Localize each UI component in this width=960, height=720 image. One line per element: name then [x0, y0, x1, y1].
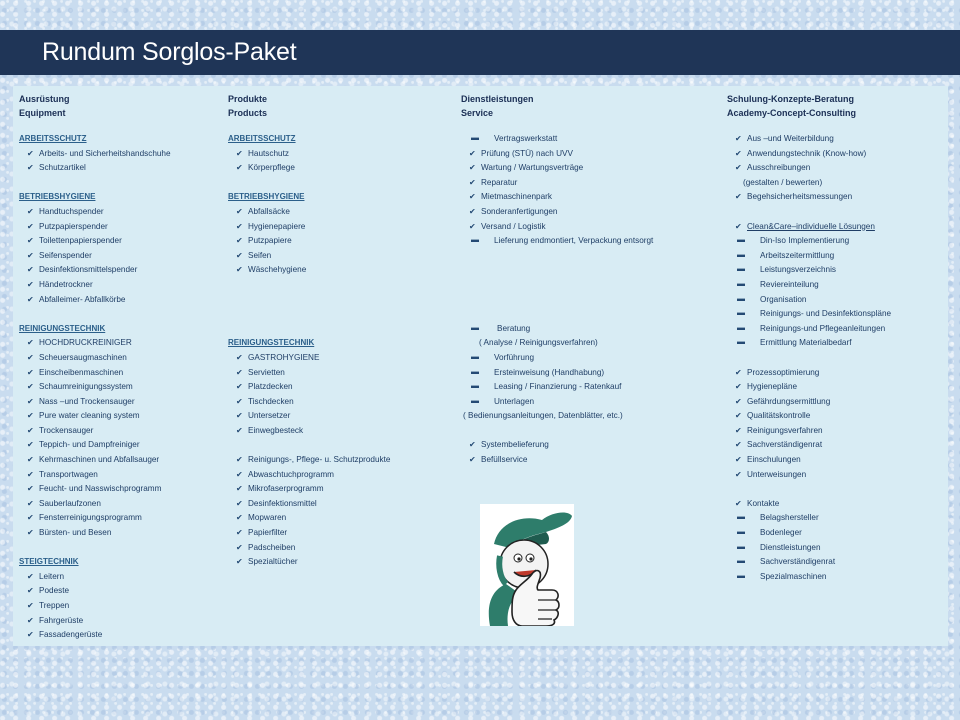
list-item — [727, 468, 947, 483]
list-item-label: Untersetzer — [248, 411, 291, 421]
column-heading-en: Products — [228, 108, 268, 118]
check-icon: ✔ — [27, 615, 34, 625]
list-item-label: Abfalleimer- Abfallkörbe — [39, 294, 126, 304]
check-icon: ✔ — [27, 440, 34, 450]
dash-bullet-icon: ▬ — [737, 278, 745, 288]
check-icon: ✔ — [27, 630, 34, 640]
list-item — [228, 161, 453, 176]
check-icon: ✔ — [735, 411, 742, 421]
list-item — [19, 161, 224, 176]
list-item — [727, 395, 947, 410]
check-icon: ✔ — [735, 425, 742, 435]
check-icon: ✔ — [27, 148, 34, 158]
section-heading: REINIGUNGSTECHNIK — [19, 323, 106, 333]
list-item-label: Spezialmaschinen — [760, 571, 827, 581]
list-item-label: Abwaschtuchprogramm — [248, 469, 335, 479]
list-item — [727, 293, 947, 308]
check-icon: ✔ — [236, 367, 243, 377]
check-icon: ✔ — [27, 601, 34, 610]
list-item — [461, 453, 731, 468]
check-icon: ✔ — [236, 469, 243, 479]
list-item: ✔ Kontakte — [727, 497, 947, 512]
list-item — [228, 351, 453, 366]
check-icon: ✔ — [27, 528, 34, 538]
list-item — [228, 220, 453, 235]
list-item-label: Sonderanfertigungen — [481, 206, 558, 216]
list-item-label: Handtuchspender — [39, 206, 104, 216]
list-item — [19, 497, 224, 512]
list-item-label: Ersteinweisung (Handhabung) — [494, 367, 605, 377]
column-products — [228, 86, 453, 570]
list-item — [461, 380, 731, 395]
list-item-label: Transportwagen — [39, 469, 98, 479]
list-item — [727, 132, 947, 147]
list-item-label: Reviereinteilung — [760, 279, 819, 289]
check-icon: ✔ — [27, 455, 34, 465]
list-item-label: Hautschutz — [248, 148, 289, 158]
list-item-label: Leistungsverzeichnis — [760, 265, 837, 275]
check-icon: ✔ — [735, 221, 742, 231]
check-icon: ✔ — [236, 265, 243, 275]
list-item — [228, 497, 453, 512]
list-item-label: Bodenleger — [760, 528, 802, 538]
list-item — [19, 570, 224, 585]
dash-bullet-icon: ▬ — [737, 512, 745, 522]
list-item-label: Reinigungsverfahren — [747, 425, 823, 435]
check-icon: ✔ — [236, 498, 243, 508]
dash-bullet-icon: ▬ — [737, 541, 745, 551]
list-item — [727, 161, 947, 176]
list-item-label: Seifenspender — [39, 250, 92, 260]
list-item — [228, 395, 453, 410]
list-item-label: Einscheibenmaschinen — [39, 367, 124, 377]
list-item-label: Tischdecken — [248, 396, 294, 406]
list-item-label: Wartung / Wartungsverträge — [481, 163, 584, 173]
check-icon: ✔ — [735, 192, 742, 202]
check-icon: ✔ — [735, 382, 742, 392]
list-item — [19, 526, 224, 541]
list-item-label: Podeste — [39, 586, 70, 596]
list-item-label: Servietten — [248, 367, 285, 377]
list-item-label: Fassadengerüste — [39, 630, 103, 640]
list-item-label: Prozessoptimierung — [747, 367, 820, 377]
check-icon: ✔ — [469, 206, 476, 216]
check-icon: ✔ — [469, 221, 476, 231]
list-item-label: Belagshersteller — [760, 513, 819, 523]
list-item-label: Schutzartikel — [39, 163, 86, 173]
list-item — [727, 424, 947, 439]
note-text: ( Bedienungsanleitungen, Datenblätter, etc.) — [463, 411, 623, 421]
list-item — [19, 614, 224, 629]
list-item-label: GASTROHYGIENE — [248, 352, 320, 362]
column-equipment — [19, 86, 224, 643]
section-heading: STEIGTECHNIK — [19, 557, 79, 567]
list-item — [19, 424, 224, 439]
dash-bullet-icon: ▬ — [471, 235, 479, 245]
list-item-label: Qualitätskontrolle — [747, 411, 811, 421]
list-item — [727, 322, 947, 337]
list-item-label: Feucht- und Nasswischprogramm — [39, 484, 162, 494]
list-item — [19, 438, 224, 453]
list-item-label: Befüllservice — [481, 455, 528, 465]
check-icon: ✔ — [236, 221, 243, 231]
list-item — [727, 147, 947, 162]
check-icon: ✔ — [735, 163, 742, 173]
check-icon: ✔ — [27, 411, 34, 421]
list-item — [461, 366, 731, 381]
dash-bullet-icon: ▬ — [737, 570, 745, 580]
list-item — [19, 249, 224, 264]
list-item-label: Reinigungs-und Pflegeanleitungen — [760, 323, 886, 333]
title-bar — [0, 30, 960, 75]
dash-bullet-icon: ▬ — [471, 381, 479, 391]
list-item-label: Anwendungstechnik (Know-how) — [747, 148, 867, 158]
list-item: ▬ Vertragswerkstatt — [461, 132, 731, 147]
list-item-label: Mietmaschinenpark — [481, 192, 552, 202]
check-icon: ✔ — [236, 425, 243, 435]
list-item — [727, 234, 947, 249]
check-icon: ✔ — [27, 163, 34, 173]
check-icon: ✔ — [27, 586, 34, 596]
column-service — [461, 86, 731, 468]
list-item — [727, 570, 947, 585]
list-item-label: Seifen — [248, 250, 272, 260]
list-item-label: Prüfung (STÜ) nach UVV — [481, 148, 573, 158]
column-heading-en: Equipment — [19, 108, 66, 118]
check-icon: ✔ — [236, 163, 243, 173]
check-icon: ✔ — [236, 206, 243, 216]
list-item-label: Einschulungen — [747, 455, 801, 465]
list-item — [727, 511, 947, 526]
list-item — [228, 541, 453, 556]
list-item-label: Bürsten- und Besen — [39, 528, 112, 538]
check-icon: ✔ — [469, 192, 476, 202]
list-item — [19, 351, 224, 366]
check-icon: ✔ — [236, 411, 243, 421]
list-item-label: Leasing / Finanzierung - Ratenkauf — [494, 382, 622, 392]
list-item-label: Putzpapiere — [248, 236, 292, 246]
list-item-label: Sachverständigenrat — [747, 440, 823, 450]
list-item-label: Systembelieferung — [481, 440, 549, 450]
list-item-label: Mopwaren — [248, 513, 287, 523]
list-item — [228, 424, 453, 439]
check-icon: ✔ — [236, 542, 243, 552]
check-icon: ✔ — [236, 528, 243, 538]
check-icon: ✔ — [236, 396, 243, 406]
list-item — [461, 190, 731, 205]
list-item-label: Hygienepapiere — [248, 221, 306, 231]
check-icon: ✔ — [27, 484, 34, 494]
list-item-label: Ermittlung Materialbedarf — [760, 338, 852, 348]
section-heading: BETRIEBSHYGIENE — [19, 192, 96, 202]
note-text: ( Analyse / Reinigungsverfahren) — [479, 338, 598, 348]
list-item-label: Gefährdungsermittlung — [747, 396, 831, 406]
check-icon: ✔ — [27, 513, 34, 523]
dash-bullet-icon: ▬ — [471, 322, 479, 332]
dash-bullet-icon: ▬ — [471, 133, 479, 142]
list-item — [19, 380, 224, 395]
check-icon: ✔ — [469, 455, 476, 465]
list-item — [461, 395, 731, 410]
list-item-label: Händetrockner — [39, 279, 93, 289]
dash-bullet-icon: ▬ — [737, 308, 745, 318]
list-item-label: Fensterreinigungsprogramm — [39, 513, 142, 523]
thumbs-up-mascot — [480, 504, 574, 626]
list-item — [727, 366, 947, 381]
list-item-label: Wäschehygiene — [248, 265, 307, 275]
check-icon: ✔ — [27, 352, 34, 362]
check-icon: ✔ — [735, 148, 742, 158]
list-item-label: Schaumreinigungssystem — [39, 382, 133, 392]
section-heading: ARBEITSSCHUTZ — [19, 134, 87, 143]
page-title: Rundum Sorglos-Paket — [42, 38, 297, 66]
list-item: ▬ Beratung — [461, 322, 731, 337]
list-item: ▬ Lieferung endmontiert, Verpackung entsorgt — [461, 234, 731, 249]
list-item-label: Versand / Logistik — [481, 221, 546, 231]
list-item — [19, 205, 224, 220]
check-icon: ✔ — [469, 440, 476, 450]
list-item — [461, 351, 731, 366]
list-item-label: Reinigungs- und Desinfektionspläne — [760, 309, 892, 319]
check-icon: ✔ — [236, 557, 243, 567]
dash-bullet-icon: ▬ — [737, 322, 745, 332]
list-item-label: Scheuersaugmaschinen — [39, 352, 127, 362]
list-item-label: Unterlagen — [494, 396, 535, 406]
list-item — [19, 395, 224, 410]
list-item-label: Padscheiben — [248, 542, 296, 552]
dash-bullet-icon: ▬ — [737, 264, 745, 274]
check-icon: ✔ — [735, 498, 742, 508]
list-item: ✔ Begehsicherheitsmessungen — [727, 190, 947, 205]
list-item-label: Teppich- und Dampfreiniger — [39, 440, 140, 450]
list-item — [727, 438, 947, 453]
list-item — [461, 161, 731, 176]
check-icon: ✔ — [469, 177, 476, 187]
check-icon: ✔ — [236, 250, 243, 260]
list-item-label: Leitern — [39, 571, 65, 581]
check-icon: ✔ — [27, 382, 34, 392]
list-item-label: HOCHDRUCKREINIGER — [39, 338, 132, 348]
list-item-label: Aus –und Weiterbildung — [747, 134, 834, 143]
check-icon: ✔ — [27, 265, 34, 275]
list-item-label: Platzdecken — [248, 382, 293, 392]
section-heading: ARBEITSSCHUTZ — [228, 134, 296, 143]
check-icon: ✔ — [735, 367, 742, 377]
check-icon: ✔ — [27, 294, 34, 304]
list-item-label: Desinfektionsmittelspender — [39, 265, 138, 275]
list-item — [19, 599, 224, 614]
check-icon: ✔ — [735, 440, 742, 450]
list-item-label: Dienstleistungen — [760, 542, 821, 552]
list-item-label: Kehrmaschinen und Abfallsauger — [39, 455, 160, 465]
check-icon: ✔ — [469, 148, 476, 158]
list-item — [228, 380, 453, 395]
list-item — [727, 336, 947, 351]
check-icon: ✔ — [236, 148, 243, 158]
list-item-label: Din-Iso Implementierung — [760, 236, 850, 246]
list-item — [19, 482, 224, 497]
list-item — [228, 409, 453, 424]
check-icon: ✔ — [735, 469, 742, 479]
list-item-label: Papierfilter — [248, 528, 288, 538]
check-icon: ✔ — [27, 396, 34, 406]
list-item — [727, 453, 947, 468]
list-item-label: Reinigungs-, Pflege- u. Schutzprodukte — [248, 455, 391, 465]
list-item — [461, 220, 731, 235]
list-item-label: Arbeits- und Sicherheitshandschuhe — [39, 148, 171, 158]
dash-bullet-icon: ▬ — [471, 351, 479, 361]
check-icon: ✔ — [236, 382, 243, 392]
list-item — [461, 176, 731, 191]
list-item — [19, 468, 224, 483]
column-academy — [727, 86, 947, 584]
list-item — [727, 380, 947, 395]
list-item — [727, 263, 947, 278]
list-item — [19, 220, 224, 235]
list-item — [19, 453, 224, 468]
list-item — [228, 249, 453, 264]
check-icon: ✔ — [27, 236, 34, 246]
list-item — [228, 555, 453, 570]
list-item-label: Reparatur — [481, 177, 518, 187]
list-item — [19, 263, 224, 278]
list-item — [19, 628, 224, 643]
list-item — [727, 307, 947, 322]
thumbs-up-mascot-icon — [480, 504, 574, 626]
list-item — [727, 278, 947, 293]
list-item-label: Putzpapierspender — [39, 221, 108, 231]
column-heading-de: Dienstleistungen — [461, 94, 534, 104]
list-item — [727, 409, 947, 424]
check-icon: ✔ — [469, 163, 476, 173]
check-icon: ✔ — [735, 455, 742, 465]
list-item-label: Hygienepläne — [747, 382, 798, 392]
list-item — [228, 366, 453, 381]
column-heading-de: Schulung-Konzepte-Beratung — [727, 94, 854, 104]
list-item — [228, 482, 453, 497]
list-item-label: Arbeitszeitermittlung — [760, 250, 835, 260]
list-item-label: Desinfektionsmittel — [248, 498, 317, 508]
check-icon: ✔ — [236, 484, 243, 494]
list-item-label: Vorführung — [494, 352, 535, 362]
dash-bullet-icon: ▬ — [737, 527, 745, 537]
check-icon: ✔ — [27, 498, 34, 508]
list-item-label: Fahrgerüste — [39, 615, 84, 625]
list-item — [19, 278, 224, 293]
list-item-label: Einwegbesteck — [248, 425, 304, 435]
list-item-label: Trockensauger — [39, 425, 94, 435]
list-item-label: Unterweisungen — [747, 469, 807, 479]
list-item — [727, 555, 947, 570]
list-item: ✔ Clean&Care–individuelle Lösungen — [727, 220, 947, 235]
list-item-label: Ausschreibungen — [747, 163, 811, 173]
list-item — [727, 541, 947, 556]
check-icon: ✔ — [27, 206, 34, 216]
dash-bullet-icon: ▬ — [471, 366, 479, 376]
check-icon: ✔ — [27, 367, 34, 377]
list-item — [19, 234, 224, 249]
note-text: (gestalten / bewerten) — [743, 177, 823, 187]
check-icon: ✔ — [236, 352, 243, 362]
list-item-label: Abfallsäcke — [248, 206, 290, 216]
list-item — [19, 511, 224, 526]
list-item — [461, 438, 731, 453]
list-item — [19, 366, 224, 381]
list-item — [228, 468, 453, 483]
list-item — [727, 526, 947, 541]
check-icon: ✔ — [236, 513, 243, 523]
list-item — [228, 147, 453, 162]
dash-bullet-icon: ▬ — [737, 235, 745, 245]
column-heading-en: Service — [461, 108, 494, 118]
list-item-label: Organisation — [760, 294, 807, 304]
check-icon: ✔ — [735, 396, 742, 406]
check-icon: ✔ — [27, 469, 34, 479]
list-item — [228, 511, 453, 526]
dash-bullet-icon: ▬ — [471, 395, 479, 405]
check-icon: ✔ — [27, 221, 34, 231]
list-item — [19, 147, 224, 162]
list-item — [19, 409, 224, 424]
section-heading: REINIGUNGSTECHNIK — [228, 338, 315, 348]
list-item-label: Treppen — [39, 601, 70, 610]
dash-bullet-icon: ▬ — [737, 337, 745, 347]
list-item-label: Sauberlaufzonen — [39, 498, 101, 508]
list-item — [461, 147, 731, 162]
list-item — [228, 205, 453, 220]
check-icon: ✔ — [27, 279, 34, 289]
list-item-label: Mikrofaserprogramm — [248, 484, 324, 494]
column-heading-de: Ausrüstung — [19, 94, 70, 104]
list-item — [19, 336, 224, 351]
list-item-label: Toilettenpapierspender — [39, 236, 122, 246]
check-icon: ✔ — [27, 425, 34, 435]
dash-bullet-icon: ▬ — [737, 556, 745, 566]
check-icon: ✔ — [27, 338, 34, 348]
list-item — [461, 205, 731, 220]
check-icon: ✔ — [236, 455, 243, 465]
check-icon: ✔ — [735, 134, 742, 143]
list-item-label: Nass –und Trockensauger — [39, 396, 135, 406]
check-icon: ✔ — [27, 250, 34, 260]
list-item — [228, 453, 453, 468]
list-item-label: Pure water cleaning system — [39, 411, 140, 421]
list-item-label: Sachverständigenrat — [760, 557, 836, 567]
check-icon: ✔ — [236, 236, 243, 246]
list-item — [228, 263, 453, 278]
list-item — [727, 249, 947, 264]
dash-bullet-icon: ▬ — [737, 293, 745, 303]
list-item — [228, 526, 453, 541]
list-item-label: Spezialtücher — [248, 557, 298, 567]
list-item-label: Körperpflege — [248, 163, 295, 173]
check-icon: ✔ — [27, 571, 34, 581]
column-heading-en: Academy-Concept-Consulting — [727, 108, 857, 118]
dash-bullet-icon: ▬ — [737, 249, 745, 259]
column-heading-de: Produkte — [228, 94, 268, 104]
list-item — [19, 584, 224, 599]
list-item — [228, 234, 453, 249]
section-heading: BETRIEBSHYGIENE — [228, 192, 305, 202]
list-item — [19, 293, 224, 308]
